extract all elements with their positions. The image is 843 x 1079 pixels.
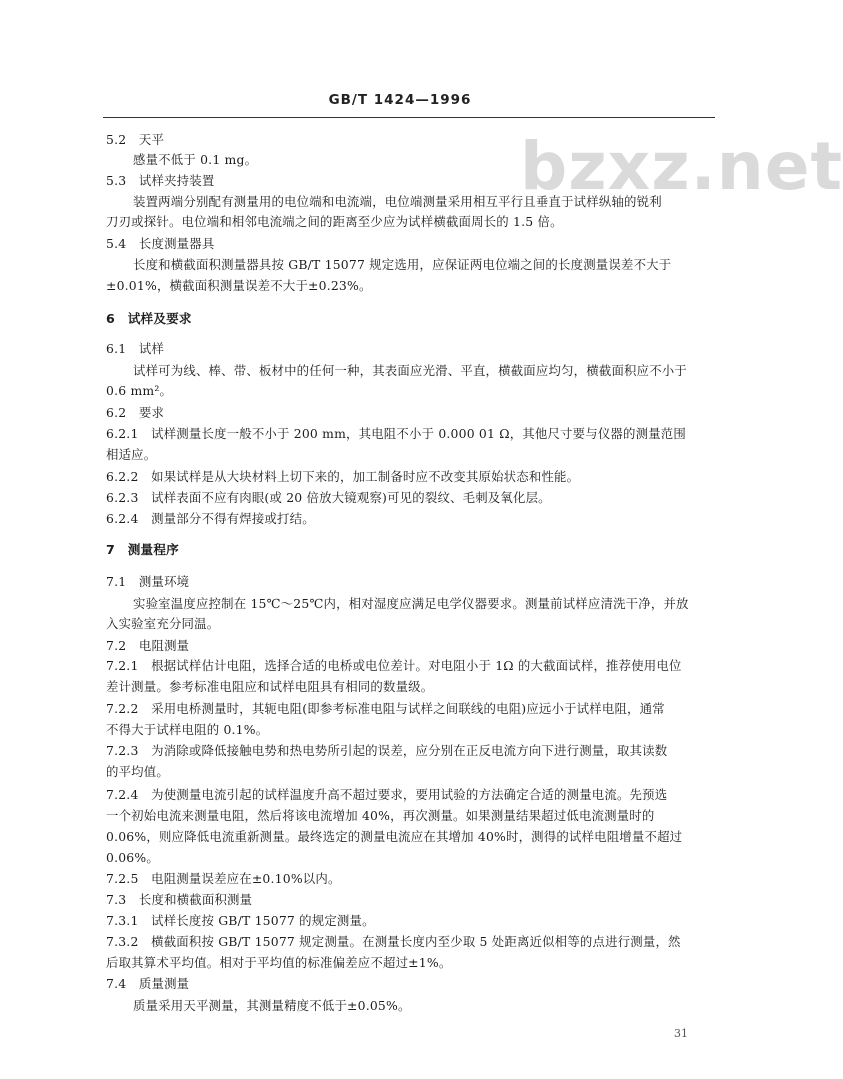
clause-text: 7.3.2 横截面积按 GB/T 15077 规定测量。在测量长度内至少取 5 处距离近似相等的点进行测量，然 [106,934,681,949]
body-text: 后取其算术平均值。相对于平均值的标准偏差应不超过±1%。 [106,955,452,970]
page-number: 31 [674,1027,688,1040]
body-text: 一个初始电流来测量电阻，然后将该电流增加 40%，再次测量。如果测量结果超过低电流测量时的 [106,808,655,823]
subsection-heading: 6.2 要求 [106,405,165,420]
body-text: 实验室温度应控制在 15℃～25℃内，相对湿度应满足电学仪器要求。测量前试样应清洗干净，并放 [133,596,689,611]
section-heading: 7 测量程序 [106,542,179,557]
clause-text: 7.3.1 试样长度按 GB/T 15077 的规定测量。 [106,913,375,928]
body-text: 0.06%，则应降低电流重新测量。最终选定的测量电流应在其增加 40%时，测得的试样电阻增量不超过 [106,829,683,844]
header-rule [103,117,715,118]
body-text: 相适应。 [106,447,157,462]
clause-text: 6.2.3 试样表面不应有肉眼(或 20 倍放大镜观察)可见的裂纹、毛刺及氧化层。 [106,490,551,505]
clause-text: 6.2.1 试样测量长度一般不小于 200 mm，其电阻不小于 0.000 01 Ω，其他尺寸要与仪器的测量范围 [106,426,686,441]
clause-text: 7.2.2 采用电桥测量时，其轭电阻(即参考标准电阻与试样之间联线的电阻)应远小于试样电阻，通常 [106,701,665,716]
subsection-heading: 5.4 长度测量器具 [106,236,215,251]
body-text: 差计测量。参考标准电阻应和试样电阻具有相同的数量级。 [106,679,434,694]
clause-text: 7.2.4 为使测量电流引起的试样温度升高不超过要求，要用试验的方法确定合适的测量电流。先预选 [106,787,668,802]
body-text: 质量采用天平测量，其测量精度不低于±0.05%。 [133,998,411,1013]
clause-text: 7.2.1 根据试样估计电阻，选择合适的电桥或电位差计。对电阻小于 1Ω 的大截面试样，推荐使用电位 [106,658,682,673]
section-heading: 6 试样及要求 [106,311,192,326]
body-text: 长度和横截面积测量器具按 GB/T 15077 规定选用，应保证两电位端之间的长度测量误差不大于 [133,257,672,272]
body-text: 装置两端分别配有测量用的电位端和电流端，电位端测量采用相互平行且垂直于试样纵轴的锐利 [133,194,662,209]
subsection-heading: 7.3 长度和横截面积测量 [106,892,253,907]
body-text: 刀刃或探针。电位端和相邻电流端之间的距离至少应为试样横截面周长的 1.5 倍。 [106,214,563,229]
body-text: 入实验室充分同温。 [106,616,220,631]
body-text: 0.06%。 [106,850,159,865]
clause-text: 6.2.2 如果试样是从大块材料上切下来的，加工制备时应不改变其原始状态和性能。 [106,469,580,484]
subsection-heading: 7.1 测量环境 [106,574,190,589]
clause-text: 6.2.4 测量部分不得有焊接或打结。 [106,511,315,526]
subsection-heading: 5.3 试样夹持装置 [106,173,215,188]
body-text: 的平均值。 [106,764,169,779]
subsection-heading: 5.2 天平 [106,132,165,147]
body-text: 感量不低于 0.1 mg。 [133,152,258,167]
standard-header: GB/T 1424—1996 [328,92,472,108]
watermark: bzxz.net [520,128,843,205]
body-text: 不得大于试样电阻的 0.1%。 [106,722,269,737]
clause-text: 7.2.5 电阻测量误差应在±0.10%以内。 [106,871,341,886]
subsection-heading: 7.4 质量测量 [106,976,190,991]
body-text: 试样可为线、棒、带、板材中的任何一种，其表面应光滑、平直，横截面应均匀，横截面积应不小于 [133,363,687,378]
body-text: 0.6 mm²。 [106,383,173,398]
clause-text: 7.2.3 为消除或降低接触电势和热电势所引起的误差，应分别在正反电流方向下进行测量，取其读数 [106,743,668,758]
subsection-heading: 6.1 试样 [106,341,165,356]
subsection-heading: 7.2 电阻测量 [106,638,190,653]
body-text: ±0.01%，横截面积测量误差不大于±0.23%。 [106,278,372,293]
